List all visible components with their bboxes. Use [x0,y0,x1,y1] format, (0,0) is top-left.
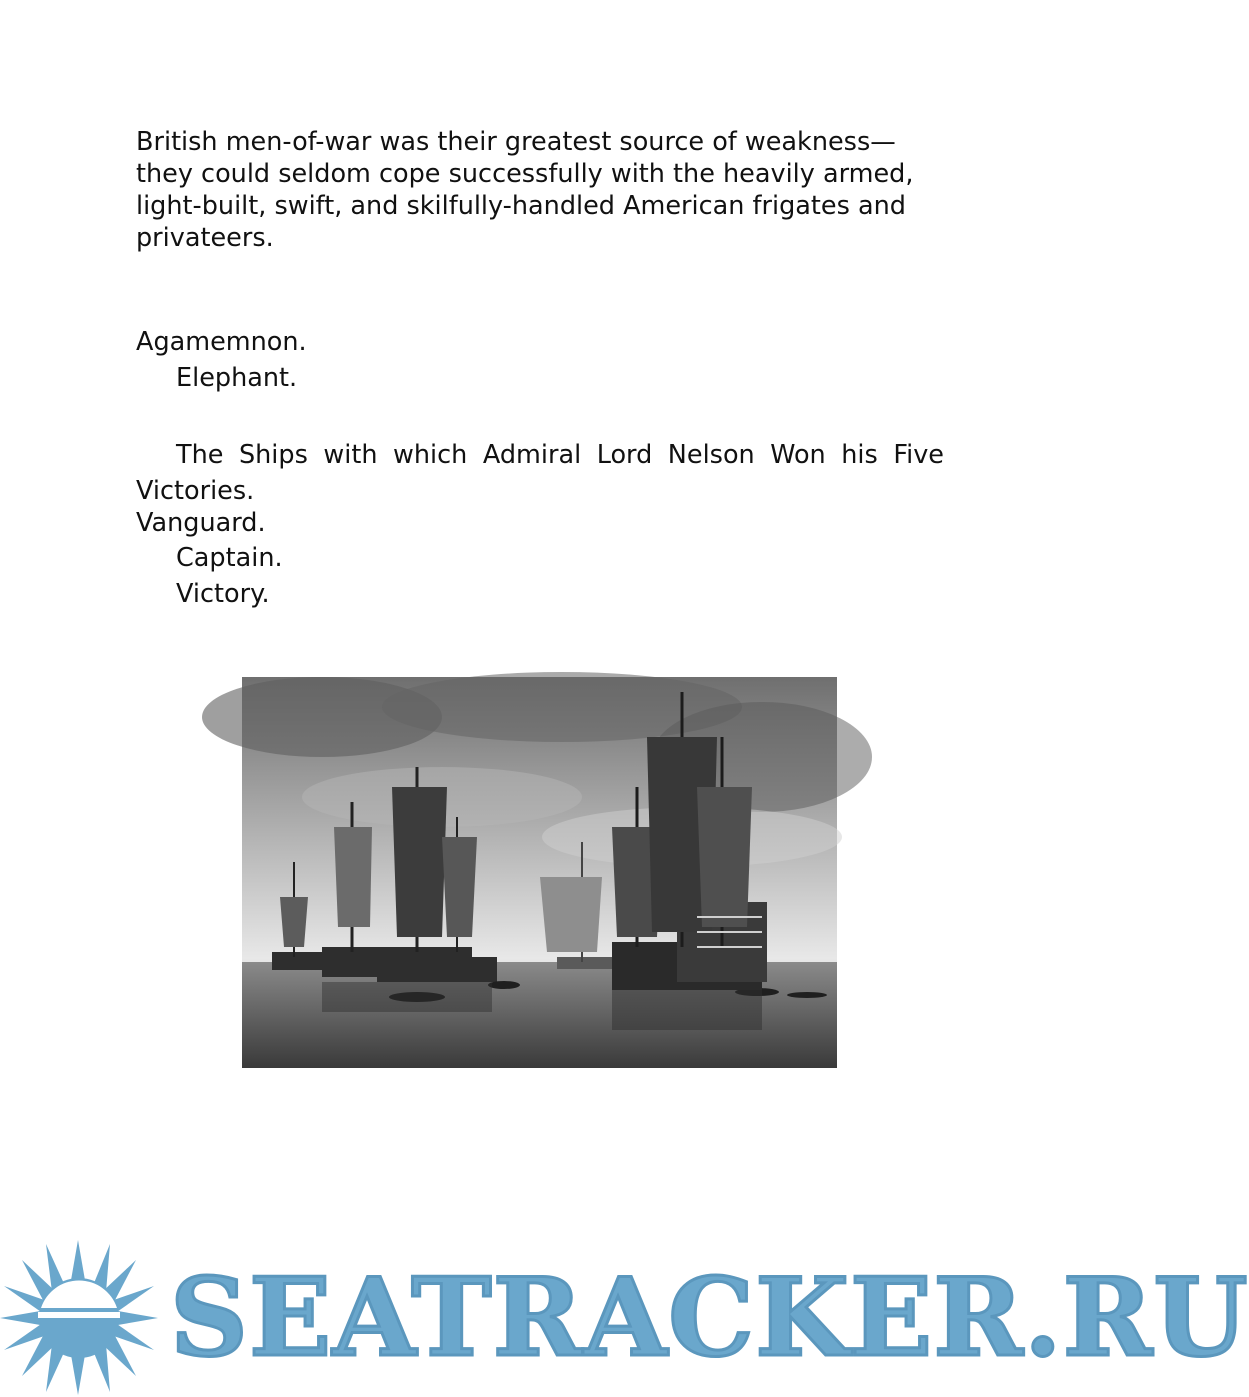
ship-name-agamemnon: Agamemnon. [136,327,307,357]
sun-icon [0,1238,170,1397]
ship-name-victory: Victory. [176,579,270,609]
seatracker-watermark [0,1238,1249,1397]
ships-engraving-image [242,677,837,1068]
engraving-of-sailing-ships-image [242,677,837,1068]
ship-name-elephant: Elephant. [176,363,298,393]
ship-name-captain: Captain. [176,543,283,573]
illustration-caption: The Ships with which Admiral Lord Nelson Won his Five Victories. [136,440,944,506]
ship-name-vanguard: Vanguard. [136,508,266,538]
intro-paragraph: British men-of-war was their greatest source of weakness—they could seldom cope successfully with the heavily armed, light-built, swift, and skilfully-handled American frigates and privateers. [136,127,914,253]
watermark-text: SEATRACKER.RU [170,1255,1249,1381]
